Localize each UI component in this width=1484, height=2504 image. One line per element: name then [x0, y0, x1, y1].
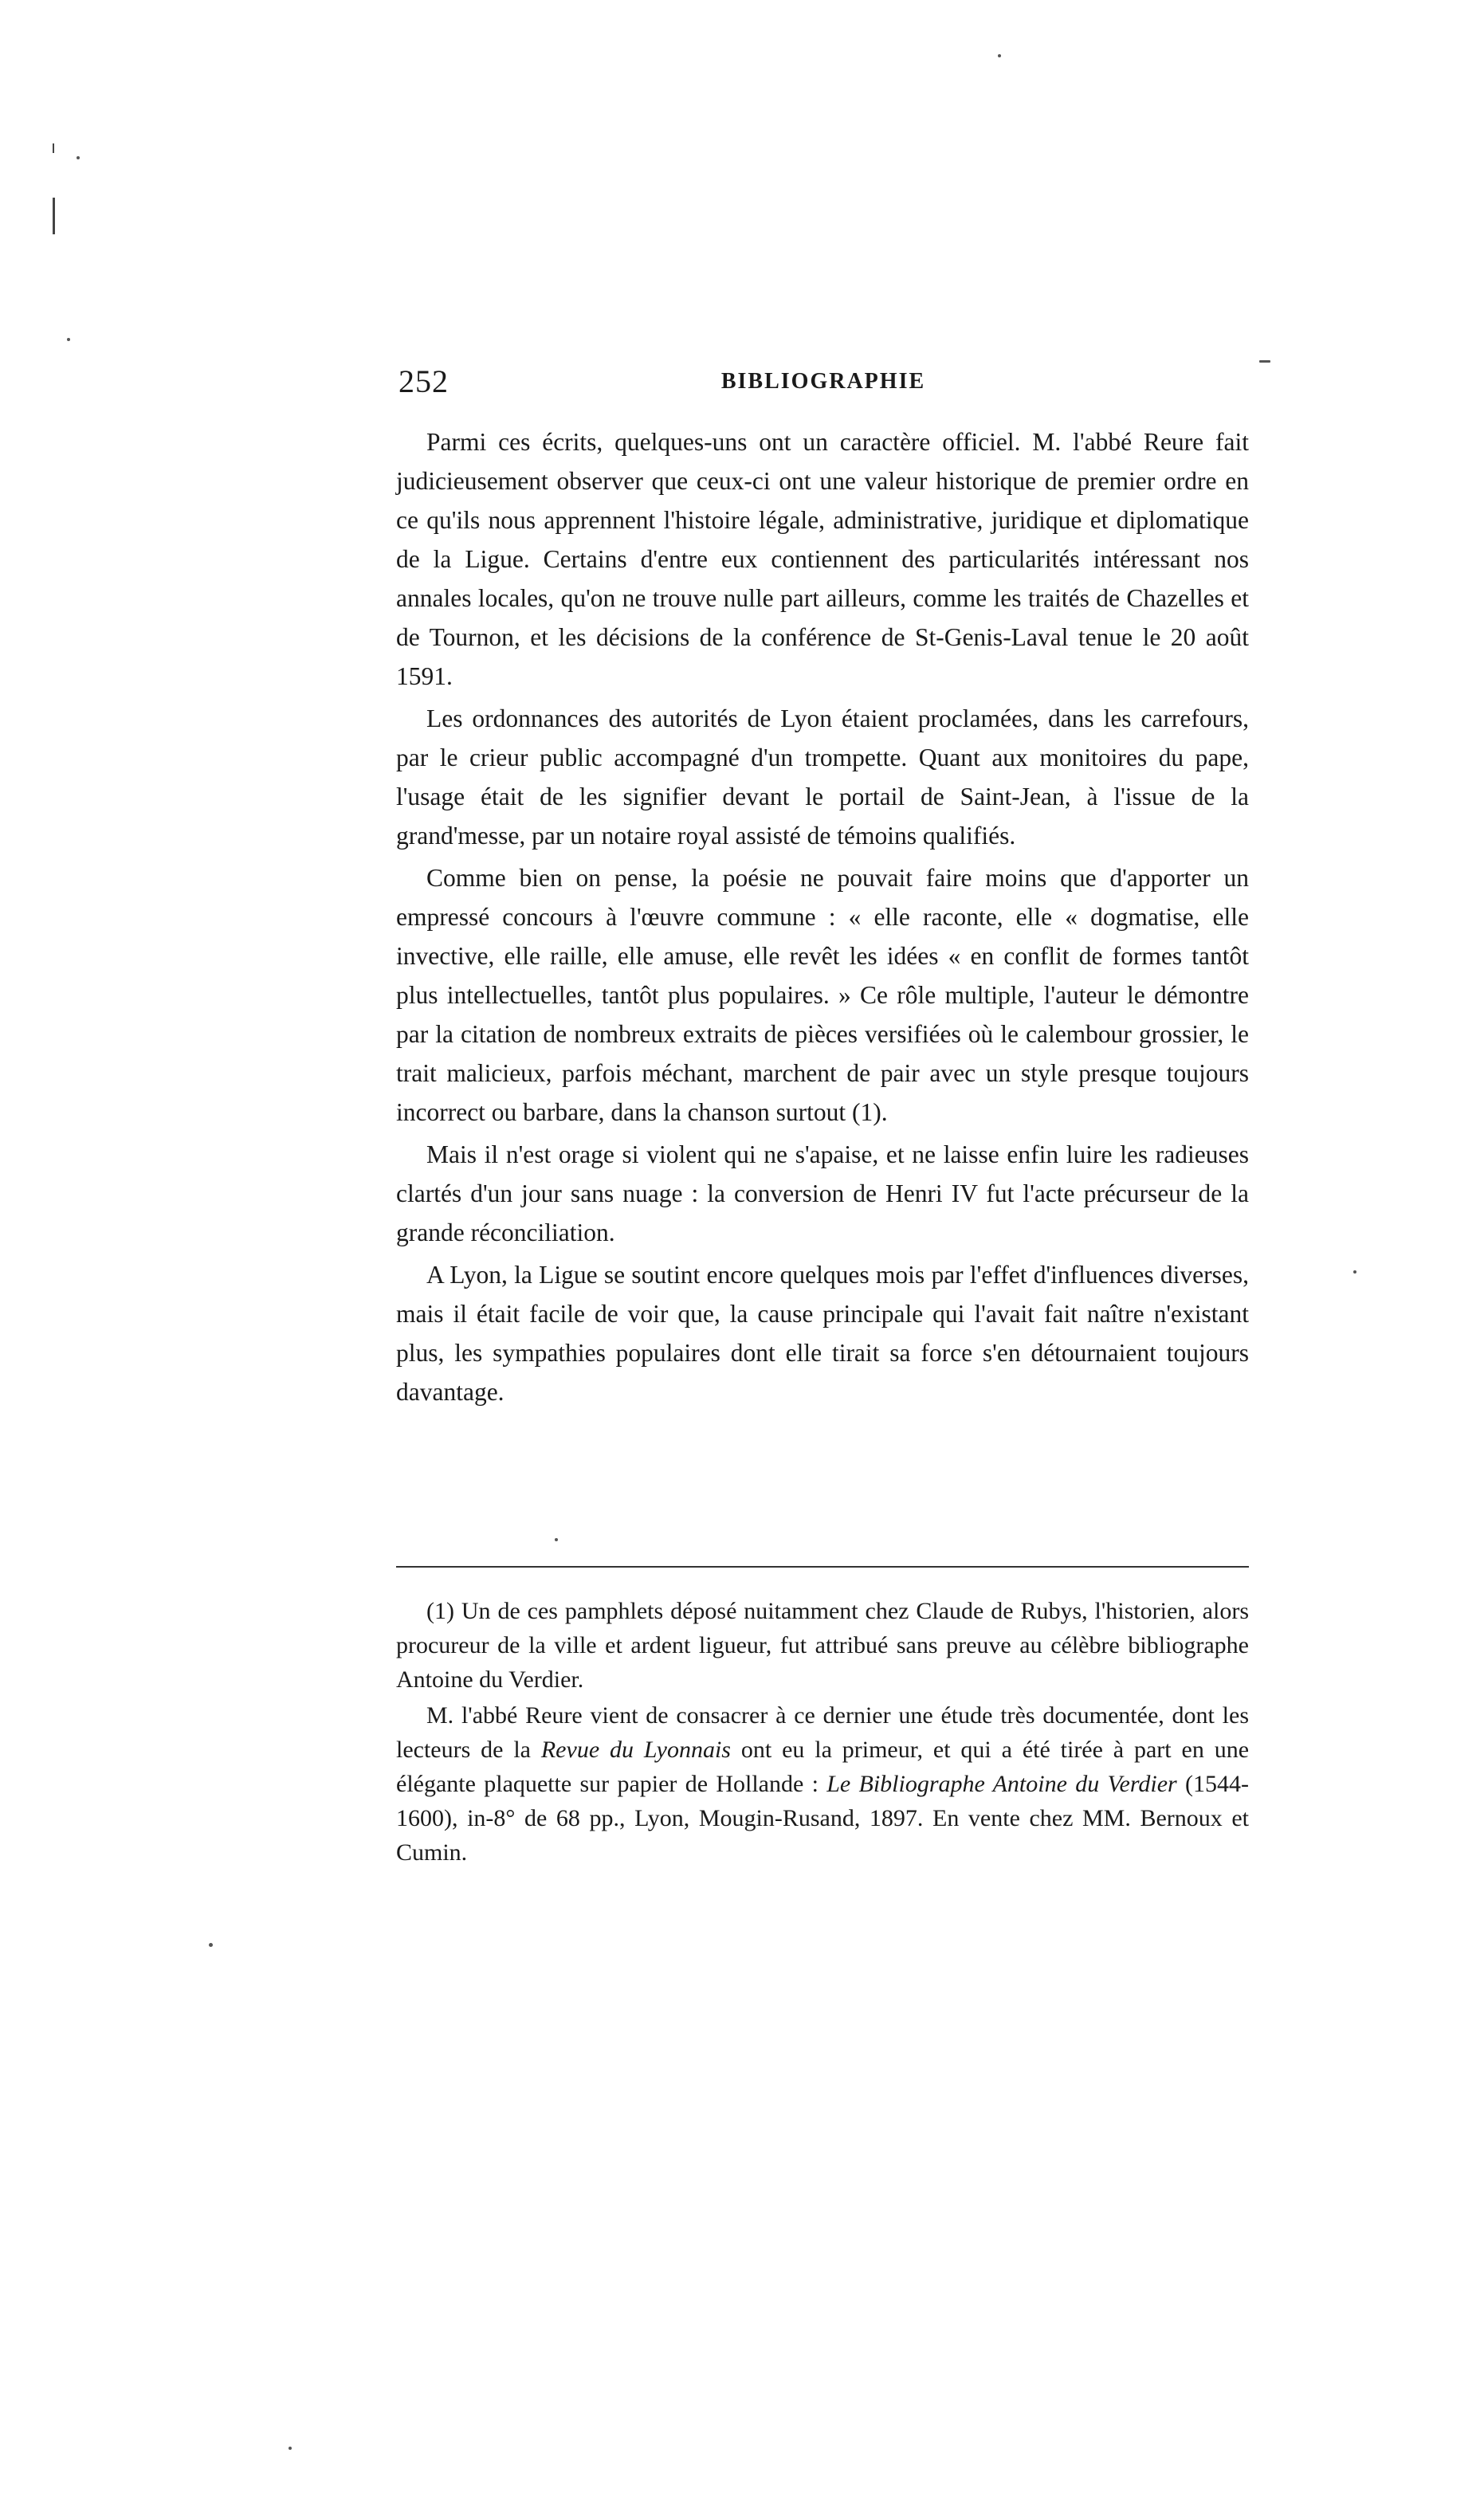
scan-speck [67, 338, 70, 341]
scan-speck [77, 156, 80, 159]
running-head: BIBLIOGRAPHIE [720, 369, 926, 394]
footnote-2-text: ont eu la primeur, et qui a été tirée à part en une élégante plaquette sur papier de Hollande : [396, 1737, 1250, 1797]
margin-mark [53, 198, 55, 234]
scan-speck [209, 1943, 213, 1947]
paragraph: Les ordonnances des autorités de Lyon étaient proclamées, dans les carrefours, par le crieur public accompagné d'un trompette. Quant aux monitoires du pape, l'usage était de les signifier devant le portail de Saint-Jean, à l'issue de la grand'messe, par un notaire royal assisté de témoins qualifiés. [396, 704, 1249, 850]
footnote-2-text: M. l'abbé Reure vient de consacrer à ce dernier une étude très documentée, dont les lecteurs de la [396, 1702, 1249, 1763]
footnote-2-text: (1544-1600), in-8° de 68 pp., Lyon, Mougin-Rusand, 1897. En vente chez MM. Bernoux et Cumin. [396, 1771, 1249, 1866]
paragraph: Comme bien on pense, la poésie ne pouvait faire moins que d'apporter un empressé concours à l'œuvre commune : « elle raconte, elle « dogmatise, elle invective, elle raille, elle amuse, elle revêt les idées « en conflit de formes tantôt plus intellectuelles, tantôt plus populaires. » Ce rôle multiple, l'auteur le démontre par la citation de nombreux extraits de pièces versifiées où le calembour grossier, le trait malicieux, parfois méchant, marchent de pair avec un style presque toujours incorrect ou barbare, dans la chanson surtout (1). [396, 864, 1249, 1126]
footnote-1: (1) Un de ces pamphlets déposé nuitamment chez Claude de Rubys, l'historien, alors procureur de la ville et ardent ligueur, fut attribué sans preuve au célèbre bibliographe Antoine du Verdier. [396, 1598, 1249, 1693]
margin-mark [53, 143, 54, 153]
footnote-2 [396, 1698, 1249, 1870]
page-header [398, 363, 1248, 410]
scan-speck [1353, 1270, 1356, 1274]
paragraph: Mais il n'est orage si violent qui ne s'apaise, et ne laisse enfin luire les radieuses clartés d'un jour sans nuage : la conversion de Henri IV fut l'acte précurseur de la grande réconciliation. [396, 1140, 1249, 1246]
paragraph: Parmi ces écrits, quelques-uns ont un caractère officiel. M. l'abbé Reure fait judicieusement observer que ceux-ci ont une valeur historique de premier ordre en ce qu'ils nous apprennent l'histoire légale, administrative, juridique et diplomatique de la Ligue. Certains d'entre eux contiennent des particularités intéressant nos annales locales, qu'on ne trouve nulle part ailleurs, comme les traités de Chazelles et de Tournon, et les décisions de la conférence de St-Genis-Laval tenue le 20 août 1591. [396, 428, 1249, 690]
scan-speck [998, 54, 1001, 57]
journal-title: Revue du Lyonnais [540, 1737, 731, 1763]
paragraph: A Lyon, la Ligue se soutint encore quelques mois par l'effet d'influences diverses, mais il était facile de voir que, la cause principale qui l'avait fait naître n'existant plus, les sympathies populaires dont elle tirait sa force s'en détournaient toujours davantage. [396, 1261, 1249, 1406]
page-number: 252 [398, 363, 449, 399]
scan-speck [289, 2447, 292, 2450]
scan-speck [555, 1538, 558, 1541]
body-text [396, 422, 1249, 1415]
footnote-divider [396, 1566, 1249, 1568]
footnotes [396, 1594, 1249, 1871]
scan-speck [1259, 360, 1270, 363]
book-title: Le Bibliographe Antoine du Verdier [826, 1771, 1177, 1797]
